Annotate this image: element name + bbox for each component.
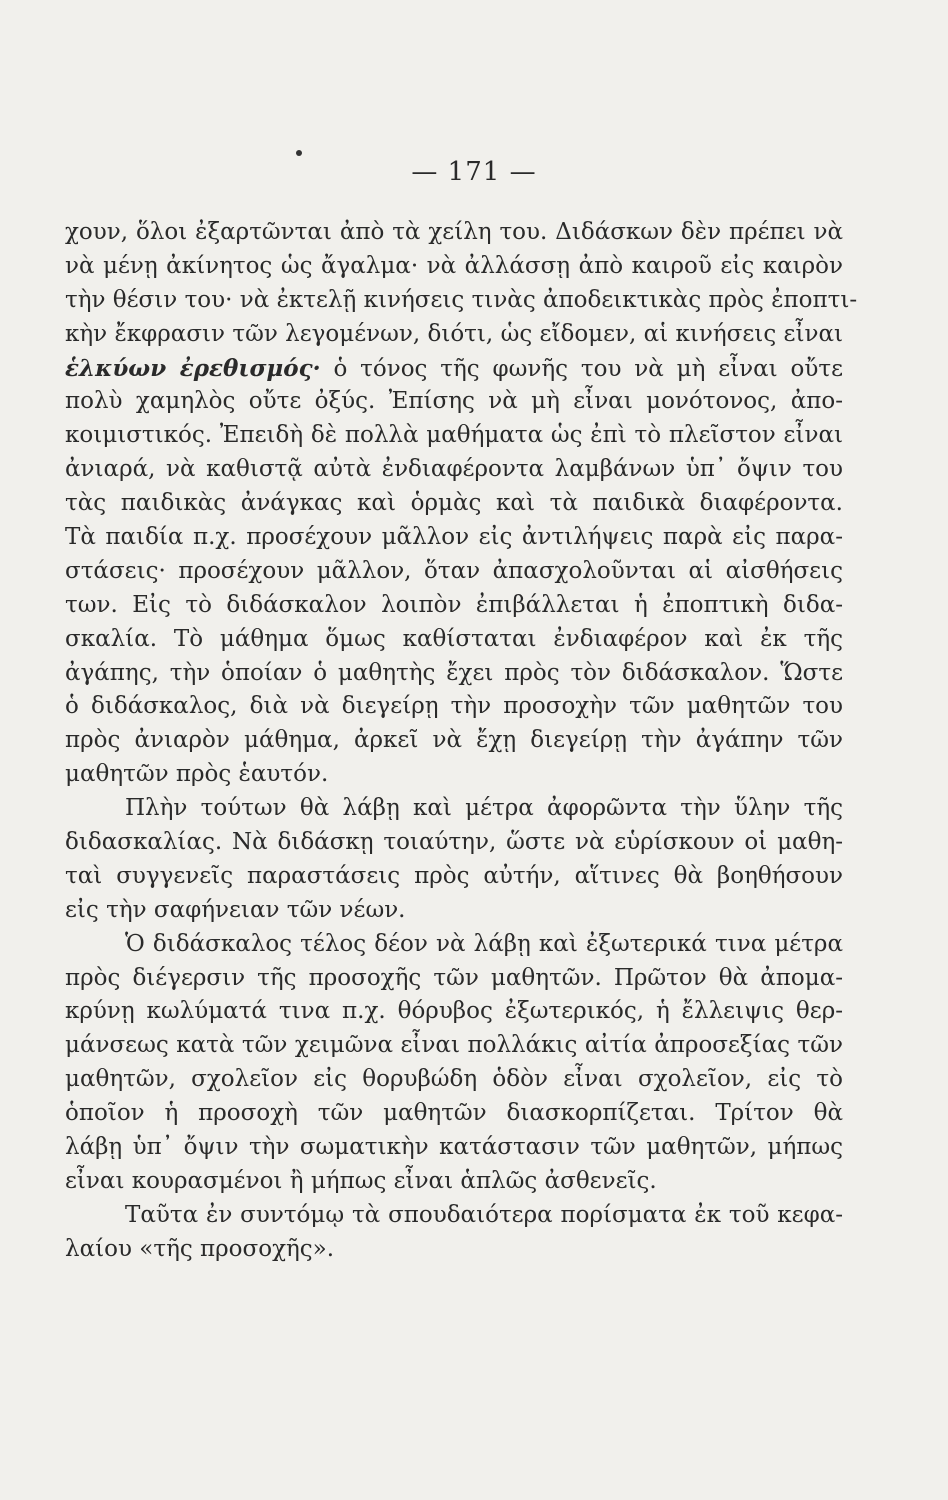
- text-line: εἶναι κουρασμένοι ἢ μήπως εἶναι ἁπλῶς ἀσθενεῖς.: [65, 1167, 657, 1194]
- text-line: ὁποῖον ἡ προσοχὴ τῶν μαθητῶν διασκορπίζεται. Τρίτον θὰ: [65, 1100, 843, 1127]
- stray-dot: [296, 150, 302, 156]
- text-span: ὁ τόνος τῆς φωνῆς του νὰ μὴ εἶναι οὔτε: [320, 355, 844, 382]
- text-line: ἀγάπης, τὴν ὁποίαν ὁ μαθητὴς ἔχει πρὸς τὸν διδάσκαλον. Ὥστε: [65, 659, 843, 686]
- text-line: πολὺ χαμηλὸς οὔτε ὀξύς. Ἐπίσης νὰ μὴ εἶναι μονότονος, ἀπο-: [65, 388, 843, 415]
- text-line: διδασκαλίας. Νὰ διδάσκῃ τοιαύτην, ὥστε νὰ εὑρίσκουν οἱ μαθη-: [65, 829, 843, 856]
- page-number: — 171 —: [411, 157, 537, 187]
- text-line: των. Εἰς τὸ διδάσκαλον λοιπὸν ἐπιβάλλεται ἡ ἐποπτικὴ διδα-: [65, 591, 843, 618]
- text-line-emphasis: [65, 352, 843, 386]
- text-line: σκαλία. Τὸ μάθημα ὅμως καθίσταται ἐνδιαφέρον καὶ ἐκ τῆς: [65, 625, 843, 652]
- text-line: Πλὴν τούτων θὰ λάβῃ καὶ μέτρα ἀφορῶντα τὴν ὕλην τῆς: [125, 795, 843, 822]
- text-line: πρὸς ἀνιαρὸν μάθημα, ἀρκεῖ νὰ ἔχῃ διεγείρῃ τὴν ἀγάπην τῶν: [65, 727, 843, 754]
- text-line: ταὶ συγγενεῖς παραστάσεις πρὸς αὐτήν, αἵτινες θὰ βοηθήσουν: [65, 862, 843, 889]
- text-line: κοιμιστικός. Ἐπειδὴ δὲ πολλὰ μαθήματα ὡς ἐπὶ τὸ πλεῖστον εἶναι: [65, 422, 843, 449]
- text-line: πρὸς διέγερσιν τῆς προσοχῆς τῶν μαθητῶν. Πρῶτον θὰ ἀπομα-: [65, 964, 843, 991]
- text-line: κρύνῃ κωλύματά τινα π.χ. θόρυβος ἐξωτερικός, ἡ ἔλλειψις θερ-: [65, 998, 843, 1025]
- emphasized-term: ἑλκύων ἐρεθισμός·: [65, 354, 321, 382]
- body-text: [65, 216, 858, 1267]
- text-line: τὰς παιδικὰς ἀνάγκας καὶ ὁρμὰς καὶ τὰ παιδικὰ διαφέροντα.: [65, 490, 843, 517]
- text-line: μαθητῶν πρὸς ἑαυτόν.: [65, 761, 329, 788]
- text-line: Ταῦτα ἐν συντόμῳ τὰ σπουδαιότερα πορίσματα ἐκ τοῦ κεφα-: [125, 1201, 843, 1228]
- text-line: λαίου «τῆς προσοχῆς».: [65, 1235, 335, 1262]
- text-line: Τὰ παιδία π.χ. προσέχουν μᾶλλον εἰς ἀντιλήψεις παρὰ εἰς παρα-: [65, 524, 843, 551]
- text-line: μαθητῶν, σχολεῖον εἰς θορυβώδη ὁδὸν εἶναι σχολεῖον, εἰς τὸ: [65, 1066, 843, 1093]
- text-line: νὰ μένῃ ἀκίνητος ὡς ἄγαλμα· νὰ ἀλλάσσῃ ἀπὸ καιροῦ εἰς καιρὸν: [65, 252, 843, 279]
- text-line: ὁ διδάσκαλος, διὰ νὰ διεγείρῃ τὴν προσοχὴν τῶν μαθητῶν του: [65, 693, 843, 720]
- text-line: εἰς τὴν σαφήνειαν τῶν νέων.: [65, 896, 406, 923]
- text-line: στάσεις· προσέχουν μᾶλλον, ὅταν ἀπασχολοῦνται αἱ αἰσθήσεις: [65, 557, 843, 584]
- text-line: λάβῃ ὑπ᾿ ὄψιν τὴν σωματικὴν κατάστασιν τῶν μαθητῶν, μήπως: [65, 1134, 843, 1161]
- text-line: τὴν θέσιν του· νὰ ἐκτελῇ κινήσεις τινὰς ἀποδεικτικὰς πρὸς ἐποπτι-: [65, 286, 858, 313]
- text-line: Ὁ διδάσκαλος τέλος δέον νὰ λάβῃ καὶ ἐξωτερικά τινα μέτρα: [125, 930, 843, 957]
- text-line: μάνσεως κατὰ τῶν χειμῶνα εἶναι πολλάκις αἰτία ἀπροσεξίας τῶν: [65, 1032, 843, 1059]
- text-line: ἀνιαρά, νὰ καθιστᾷ αὐτὰ ἐνδιαφέροντα λαμβάνων ὑπ᾿ ὄψιν του: [65, 456, 843, 483]
- text-line: χουν, ὅλοι ἐξαρτῶνται ἀπὸ τὰ χείλη του. Διδάσκων δὲν πρέπει νὰ: [65, 219, 843, 245]
- text-line: κὴν ἔκφρασιν τῶν λεγομένων, διότι, ὡς εἴδομεν, αἱ κινήσεις εἶναι: [65, 320, 843, 347]
